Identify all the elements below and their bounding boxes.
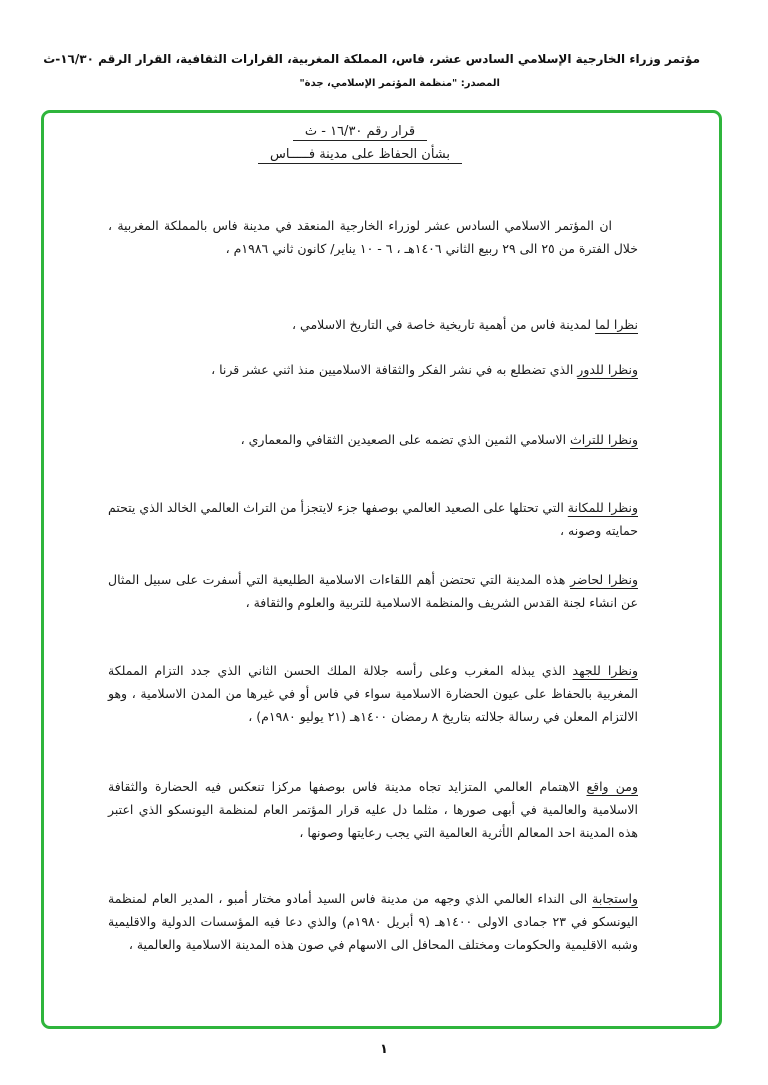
paragraph-text: الى النداء العالمي الذي وجهه من مدينة فاس السيد أمادو مختار أمبو ، المدير العام لمنظمة اليونسكو في ٢٣ جمادى الاولى ١٤٠٠هـ (٩ أبريل ١٩٨٠م) والذي دعا فيه المؤسسات الدولية والاقليمية وشبه الاقليمية والحكومات ومختلف المحافل الى الاسهام في صون هذه المدينة الاسلامية والعالمية ، xyxy=(108,891,638,952)
paragraph-lead: ونظرا للمكانة xyxy=(567,500,638,515)
paragraph-clause xyxy=(108,313,638,336)
paragraph-clause xyxy=(108,659,638,728)
paragraph-text: التي تحتلها على الصعيد العالمي بوصفها جزء لايتجزأ من التراث العالمي الخالد الذي يتحتم حمايته وصونه ، xyxy=(108,500,638,538)
paragraph-text: لمدينة فاس من أهمية تاريخية خاصة في التاريخ الاسلامي ، xyxy=(292,317,596,332)
resolution-subtitle-text: بشأن الحفاظ على مدينة فـــــاس xyxy=(258,147,462,164)
resolution-title-text: قرار رقم ١٦/٣٠ - ث xyxy=(293,124,427,141)
paragraph-text: الذي تضطلع به في نشر الفكر والثقافة الاسلاميين منذ اثني عشر قرنا ، xyxy=(211,362,578,377)
paragraph-lead: ونظرا للتراث xyxy=(570,432,638,447)
paragraph-text: هذه المدينة التي تحتضن أهم اللقاءات الاسلامية الطليعية التي أسفرت على سبيل المثال عن انشاء لجنة القدس الشريف والمنظمة الاسلامية للتربية والعلوم والثقافة ، xyxy=(108,572,638,610)
paragraph-text: الاسلامي الثمين الذي تضمه على الصعيدين الثقافي والمعماري ، xyxy=(240,432,571,447)
paragraph-clause xyxy=(108,496,638,542)
resolution-title xyxy=(210,124,510,139)
resolution-subtitle xyxy=(210,147,510,162)
paragraph-text: الاهتمام العالمي المتزايد تجاه مدينة فاس بوصفها مركزا تنعكس فيه الحضارة والثقافة الاسلامية والعالمية في أبهى صورها ، مثلما دل عليه قرار المؤتمر العام لمنظمة اليونسكو الذي اعتبر هذه المدينة احد المعالم الأثرية العالمية التي يجب رعايتها وصونها ، xyxy=(108,779,638,840)
paragraph-lead: ونظرا لحاضر xyxy=(570,572,638,587)
paragraph-text: الذي يبذله المغرب وعلى رأسه جلالة الملك الحسن الثاني الذي جدد التزام المملكة المغربية بالحفاظ على عيون الحضارة الاسلامية سواء في فاس أو في غيرها من المدن الاسلامية ، وهو الالتزام المعلن في رسالة جلالته بتاريخ ٨ رمضان ١٤٠٠هـ (٢١ يوليو ١٩٨٠م) ، xyxy=(108,663,638,724)
paragraph-lead: ونظرا للجهد xyxy=(572,663,638,678)
paragraph-lead: ونظرا للدور xyxy=(577,362,638,377)
paragraph-lead: ومن واقع xyxy=(586,779,638,794)
paragraph-preamble xyxy=(108,214,638,260)
paragraph-lead: واستجابة xyxy=(592,891,638,906)
paragraph-lead: نظرا لما xyxy=(595,317,638,332)
paragraph-clause xyxy=(108,358,638,381)
page-number: ١ xyxy=(380,1042,388,1057)
paragraph-clause xyxy=(108,428,638,451)
document-source: المصدر: "منظمة المؤتمر الإسلامي، جدة" xyxy=(299,78,500,89)
paragraph-text: ان المؤتمر الاسلامي السادس عشر لوزراء الخارجية المنعقد في مدينة فاس بالمملكة المغربية ، خلال الفترة من ٢٥ الى ٢٩ ربيع الثاني ١٤٠٦هـ ، ٦ - ١٠ يناير/ كانون ثاني ١٩٨٦م ، xyxy=(108,218,638,256)
document-header-title: مؤتمر وزراء الخارجية الإسلامي السادس عشر، فاس، المملكة المغربية، القرارات الثقافية، القرار الرقم ١٦/٣٠-ث xyxy=(43,52,700,66)
paragraph-clause xyxy=(108,568,638,614)
paragraph-clause xyxy=(108,775,638,844)
paragraph-clause xyxy=(108,887,638,956)
